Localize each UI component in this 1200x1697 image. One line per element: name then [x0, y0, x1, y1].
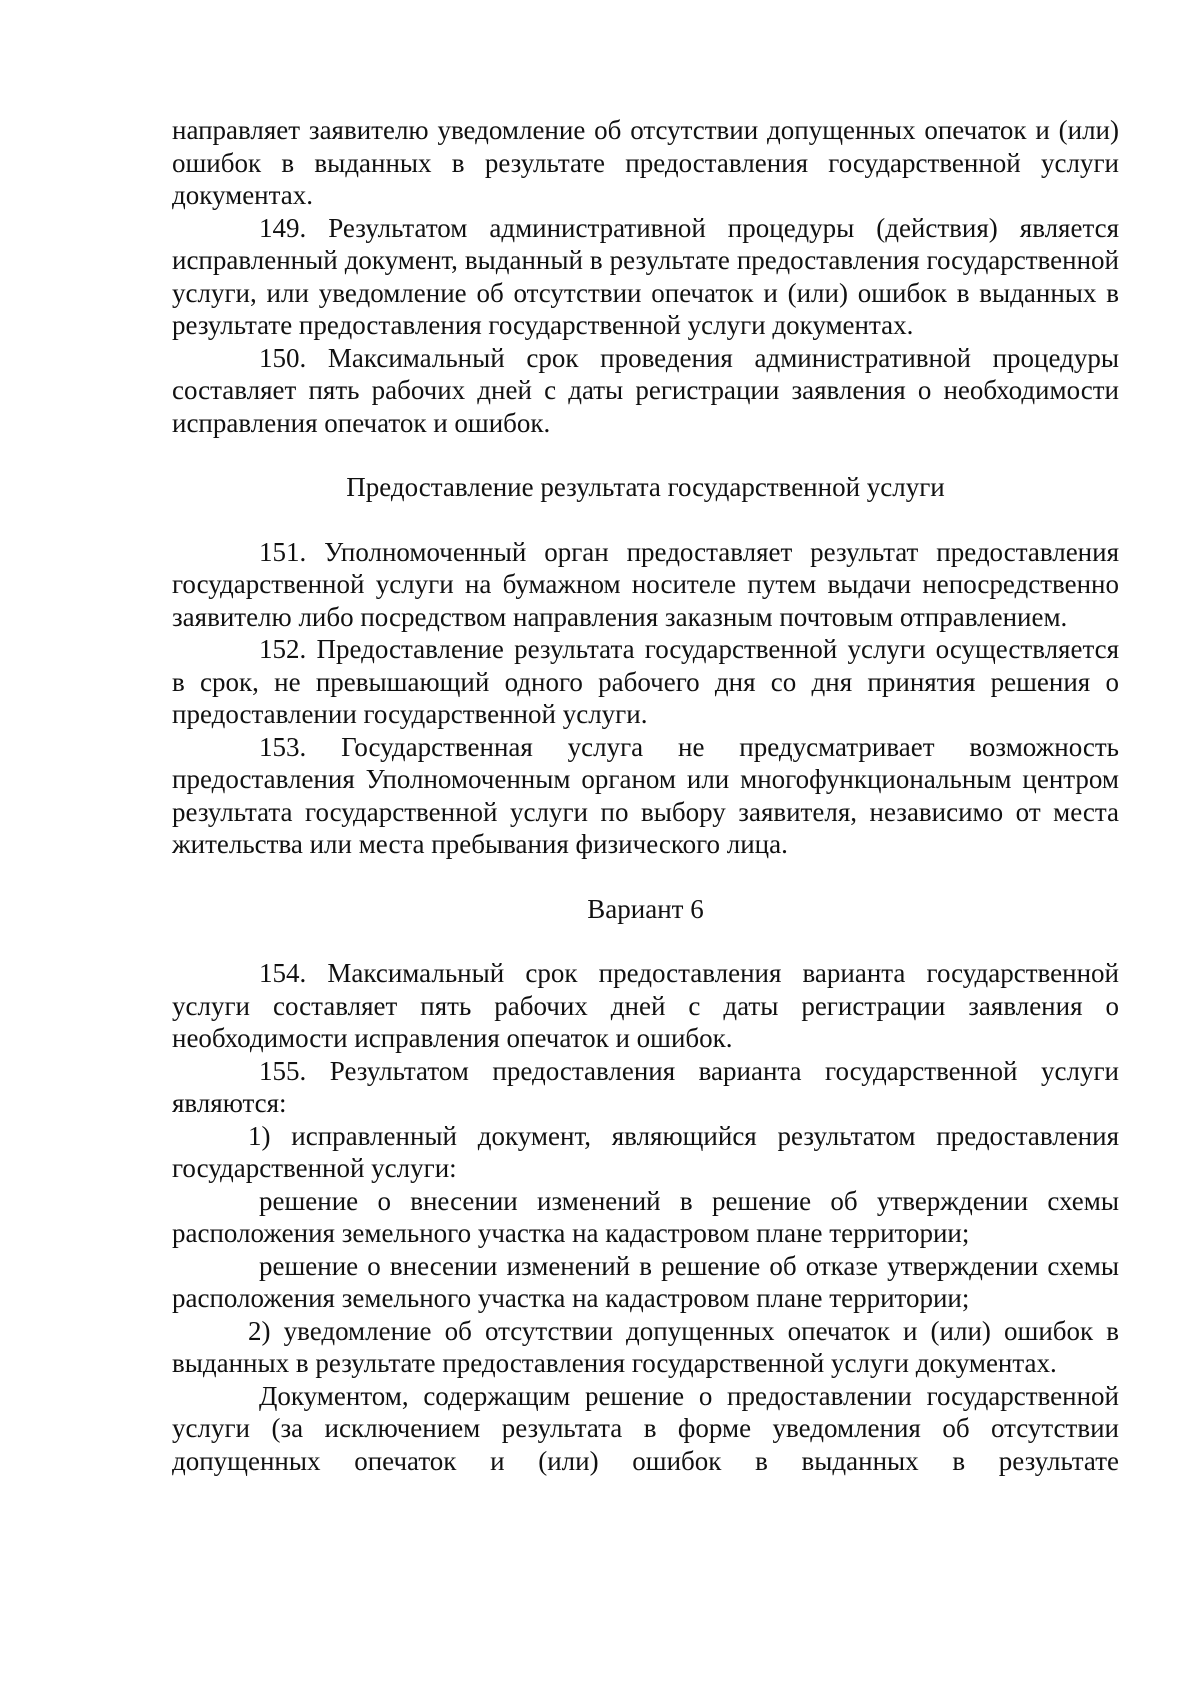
paragraph-result-document: Документом, содержащим решение о предоставлении государственной услуги (за исключением результата в форме уведомления об отсутствии допущенных опечаток и (или) ошибок в выданных в результате	[172, 1380, 1119, 1476]
paragraph-152: 152. Предоставление результата государственной услуги осуществляется в срок, не превышающий одного рабочего дня со дня принятия решения о предоставлении государственной услуги.	[172, 634, 1119, 729]
paragraph-continuation: направляет заявителю уведомление об отсутствии допущенных опечаток и (или) ошибок в выданных в результате предоставления государственной услуги документах.	[172, 115, 1119, 210]
list-subitem-1a: решение о внесении изменений в решение об утверждении схемы расположения земельного участка на кадастровом плане территории;	[172, 1185, 1119, 1248]
paragraph-149: 149. Результатом административной процедуры (действия) является исправленный документ, выданный в результате предоставления государственной услуги, или уведомление об отсутствии опечаток и (или) ошибок в выданных в результате предоставления государственной услуги документах.	[172, 212, 1119, 340]
paragraph-155: 155. Результатом предоставления варианта государственной услуги являются:	[172, 1055, 1119, 1118]
section-heading-variant: Вариант 6	[587, 893, 704, 924]
paragraph-154: 154. Максимальный срок предоставления варианта государственной услуги составляет пять рабочих дней с даты регистрации заявления о необходимости исправления опечаток и ошибок.	[172, 958, 1119, 1053]
list-item-2: 2) уведомление об отсутствии допущенных опечаток и (или) ошибок в выданных в результате предоставления государственной услуги документах.	[172, 1315, 1119, 1378]
list-item-1: 1) исправленный документ, являющийся результатом предоставления государственной услуги:	[172, 1120, 1119, 1183]
list-subitem-1b: решение о внесении изменений в решение об отказе утверждении схемы расположения земельного участка на кадастровом плане территории;	[172, 1250, 1119, 1313]
paragraph-151: 151. Уполномоченный орган предоставляет результат предоставления государственной услуги на бумажном носителе путем выдачи непосредственно заявителю либо посредством направления заказным почтовым отправлением.	[172, 536, 1119, 632]
document-page	[172, 114, 1119, 1477]
section-heading-result: Предоставление результата государственной услуги	[346, 472, 945, 502]
paragraph-150: 150. Максимальный срок проведения административной процедуры составляет пять рабочих дней с даты регистрации заявления о необходимости исправления опечаток и ошибок.	[172, 342, 1119, 438]
paragraph-153: 153. Государственная услуга не предусматривает возможность предоставления Уполномоченным органом или многофункциональным центром результата государственной услуги по выбору заявителя, независимо от места жительства или места пребывания физического лица.	[172, 731, 1119, 859]
